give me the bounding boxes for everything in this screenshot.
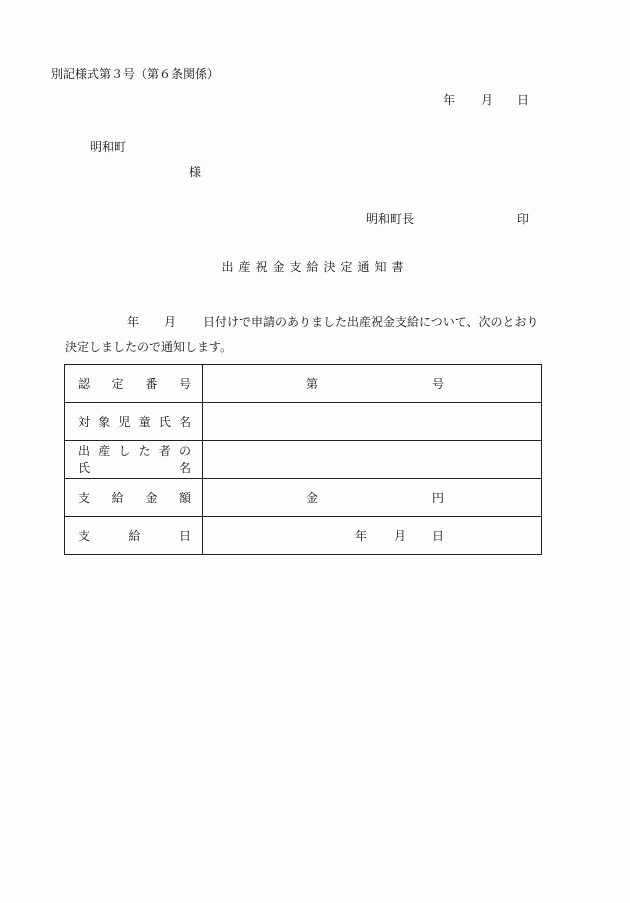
body-month-label: 月 bbox=[164, 315, 177, 329]
label-char: 給 bbox=[128, 529, 141, 543]
addressee-town: 明和町 bbox=[90, 140, 127, 154]
label-char: 支 bbox=[78, 491, 91, 505]
label-char: 号 bbox=[178, 377, 191, 391]
body-text-line1: 日付けで申請のありました出産祝金支給について、次のとおり bbox=[203, 315, 539, 329]
label-char: 童 bbox=[138, 415, 151, 429]
amount-suffix: 円 bbox=[432, 491, 445, 505]
date-month-label: 月 bbox=[481, 93, 494, 107]
label-char: 名 bbox=[178, 415, 191, 429]
label-char: 額 bbox=[178, 491, 191, 505]
decision-table bbox=[64, 364, 542, 555]
label-char: し bbox=[118, 443, 131, 458]
document-title: 出産祝金支給決定通知書 bbox=[221, 260, 409, 274]
label-char: 象 bbox=[98, 415, 111, 429]
label-char: 産 bbox=[98, 443, 111, 458]
label-char: た bbox=[138, 443, 151, 458]
issuer-title: 明和町長 bbox=[366, 212, 415, 226]
body-text-line2: 決定しましたので通知します。 bbox=[65, 340, 233, 354]
label-char: 給 bbox=[111, 491, 124, 505]
value-cert-number bbox=[203, 365, 542, 403]
label-char: 対 bbox=[78, 415, 91, 429]
label-child-name bbox=[65, 403, 203, 441]
addressee-honorific: 様 bbox=[189, 165, 202, 179]
cert-number-prefix: 第 bbox=[306, 377, 319, 391]
label-char: 出 bbox=[78, 443, 91, 458]
label-char: 氏 bbox=[158, 415, 171, 429]
label-char: 氏 bbox=[78, 460, 91, 475]
label-char: 支 bbox=[78, 529, 91, 543]
value-child-name bbox=[203, 403, 542, 441]
table-row-parent-name bbox=[65, 441, 542, 479]
label-cert-number bbox=[65, 365, 203, 403]
label-char: 認 bbox=[78, 377, 91, 391]
label-parent-name bbox=[65, 441, 203, 479]
value-payment-date bbox=[203, 517, 542, 555]
payment-month: 月 bbox=[394, 529, 407, 543]
label-char: 日 bbox=[178, 529, 191, 543]
label-char: 児 bbox=[118, 415, 131, 429]
cert-number-suffix: 号 bbox=[432, 377, 445, 391]
value-parent-name bbox=[203, 441, 542, 479]
form-identifier: 別記様式第３号（第６条関係） bbox=[51, 67, 220, 81]
label-amount bbox=[65, 479, 203, 517]
table-row-child-name bbox=[65, 403, 542, 441]
date-year-label: 年 bbox=[443, 93, 456, 107]
amount-prefix: 金 bbox=[306, 491, 319, 505]
label-char: 番 bbox=[145, 377, 158, 391]
table-row-cert-number bbox=[65, 365, 542, 403]
table-row-amount bbox=[65, 479, 542, 517]
label-char: 名 bbox=[178, 460, 191, 475]
label-char: 金 bbox=[145, 491, 158, 505]
label-payment-date bbox=[65, 517, 203, 555]
payment-day: 日 bbox=[432, 529, 445, 543]
date-day-label: 日 bbox=[517, 93, 530, 107]
value-amount bbox=[203, 479, 542, 517]
payment-year: 年 bbox=[355, 529, 368, 543]
label-char: 者 bbox=[158, 443, 171, 458]
body-year-label: 年 bbox=[127, 315, 140, 329]
label-char: の bbox=[178, 443, 191, 458]
table-row-payment-date bbox=[65, 517, 542, 555]
label-char: 定 bbox=[111, 377, 124, 391]
seal-mark: 印 bbox=[517, 212, 530, 226]
